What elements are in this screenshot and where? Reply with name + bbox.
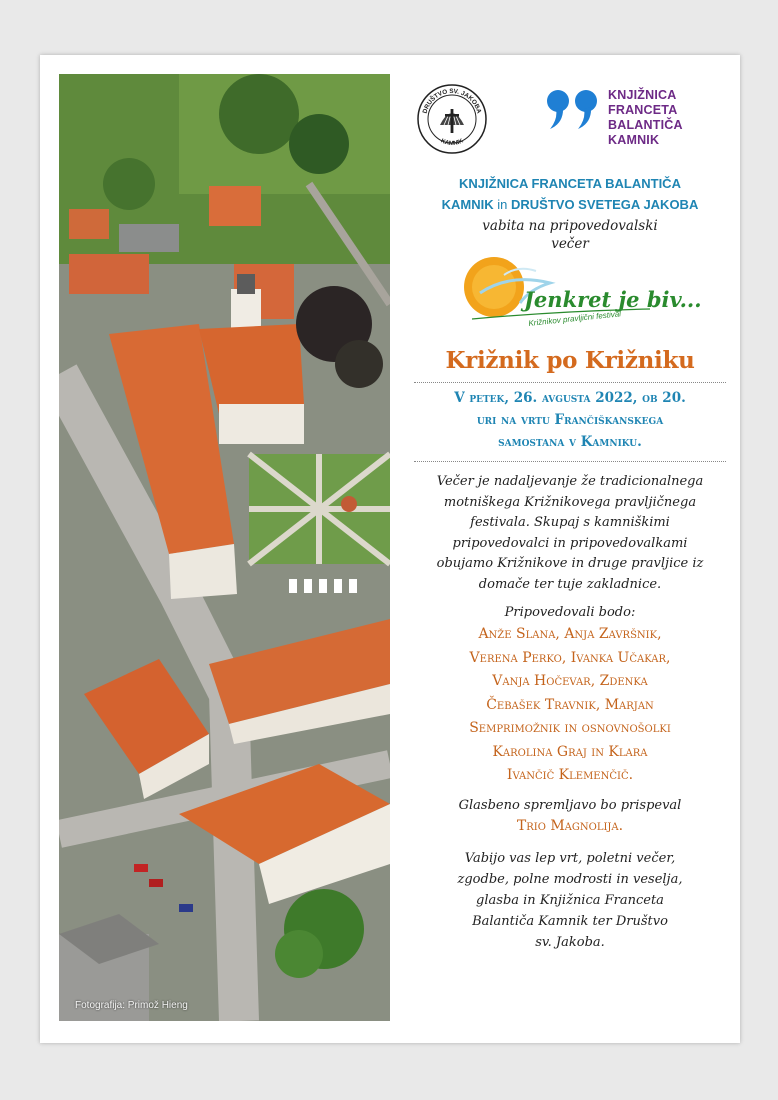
- invite-text: [400, 217, 740, 253]
- hosts-line-1: KNJIŽNICA FRANCETA BALANTIČA: [459, 176, 681, 191]
- closing-line: Vabijo vas lep vrt, poletni večer,: [464, 850, 676, 866]
- storyteller-line: Vanja Hočevar, Zdenka: [492, 673, 648, 689]
- library-name-line: KAMNIK: [608, 133, 660, 147]
- storyteller-line: Anže Slana, Anja Završnik,: [478, 626, 662, 642]
- storyteller-line: Karolina Graj in Klara: [492, 743, 648, 760]
- event-date-place: [400, 387, 740, 453]
- svg-text:KAMNIK: KAMNIK: [439, 138, 465, 148]
- library-quote-icon: [546, 89, 600, 131]
- when-line: uri na vrtu Frančiškanskega: [476, 412, 664, 428]
- aerial-photo: [59, 74, 390, 1021]
- when-line: V petek, 26. avgusta 2022, ob 20.: [454, 390, 686, 406]
- event-title: Križnik po Križniku: [445, 347, 695, 374]
- band-name: Trio Magnolija.: [516, 817, 624, 834]
- hosts-line-2: [400, 194, 740, 215]
- description-line: motniškega Križnikovega pravljičnega: [443, 494, 697, 510]
- hosts-heading: [400, 173, 740, 215]
- hosts-kamnik: KAMNIK: [441, 197, 494, 212]
- society-seal-logo: [416, 83, 488, 155]
- invite-line: večer: [551, 236, 589, 252]
- invite-line: vabita na pripovedovalski: [482, 218, 658, 234]
- closing-line: Balantiča Kamnik ter Društvo: [472, 913, 668, 929]
- music-label: Glasbeno spremljavo bo prispeval: [458, 797, 682, 813]
- svg-text:DRUŠTVO SV. JAKOBA: DRUŠTVO SV. JAKOBA: [421, 87, 483, 115]
- library-name-line: KNJIŽNICA: [608, 88, 677, 102]
- info-column: [400, 55, 740, 953]
- description-line: festivala. Skupaj s kamniškimi: [470, 515, 670, 530]
- description-line: pripovedovalci in pripovedovalkami: [452, 535, 688, 551]
- divider: [414, 382, 726, 383]
- library-name-line: BALANTIČA: [608, 118, 683, 132]
- storyteller-line: Verena Perko, Ivanka Učakar,: [469, 649, 671, 666]
- logos-row: [400, 55, 740, 170]
- hosts-society: DRUŠTVO SVETEGA JAKOBA: [511, 197, 699, 212]
- closing-line: sv. Jakoba.: [535, 934, 605, 950]
- hosts-in: in: [497, 197, 508, 212]
- festival-subtitle: Križnikov pravljični festival: [528, 309, 622, 328]
- storytellers-label: Pripovedovali bodo:: [504, 605, 636, 620]
- photo-credit: Fotografija: Primož Hieng: [75, 1000, 188, 1011]
- storyteller-line: Ivančič Klemenčič.: [506, 767, 634, 783]
- poster-sheet: [40, 55, 740, 1043]
- closing-line: zgodbe, polne modrosti in veselja,: [457, 871, 683, 887]
- library-name-line: FRANCETA: [608, 103, 678, 117]
- festival-title: Jenkret je biv...: [524, 287, 702, 312]
- closing-line: glasba in Knjižnica Franceta: [476, 892, 664, 908]
- event-description: [406, 472, 734, 595]
- description-line: domače ter tuje zakladnice.: [478, 576, 662, 592]
- aerial-photo-illustration: [59, 74, 390, 1021]
- library-name: [608, 88, 683, 148]
- divider: [414, 461, 726, 462]
- closing-text: [418, 848, 722, 953]
- when-line: samostana v Kamniku.: [498, 434, 642, 450]
- storytellers-list: [400, 623, 740, 788]
- description-line: Večer je nadaljevanje že tradicionalnega: [436, 474, 704, 489]
- storyteller-line: Semprimožnik in osnovnošolki: [469, 720, 671, 736]
- storyteller-line: Čebašek Travnik, Marjan: [486, 696, 654, 713]
- description-line: obujamo Križnikove in druge pravljice iz: [436, 556, 704, 571]
- festival-logo: [460, 253, 702, 343]
